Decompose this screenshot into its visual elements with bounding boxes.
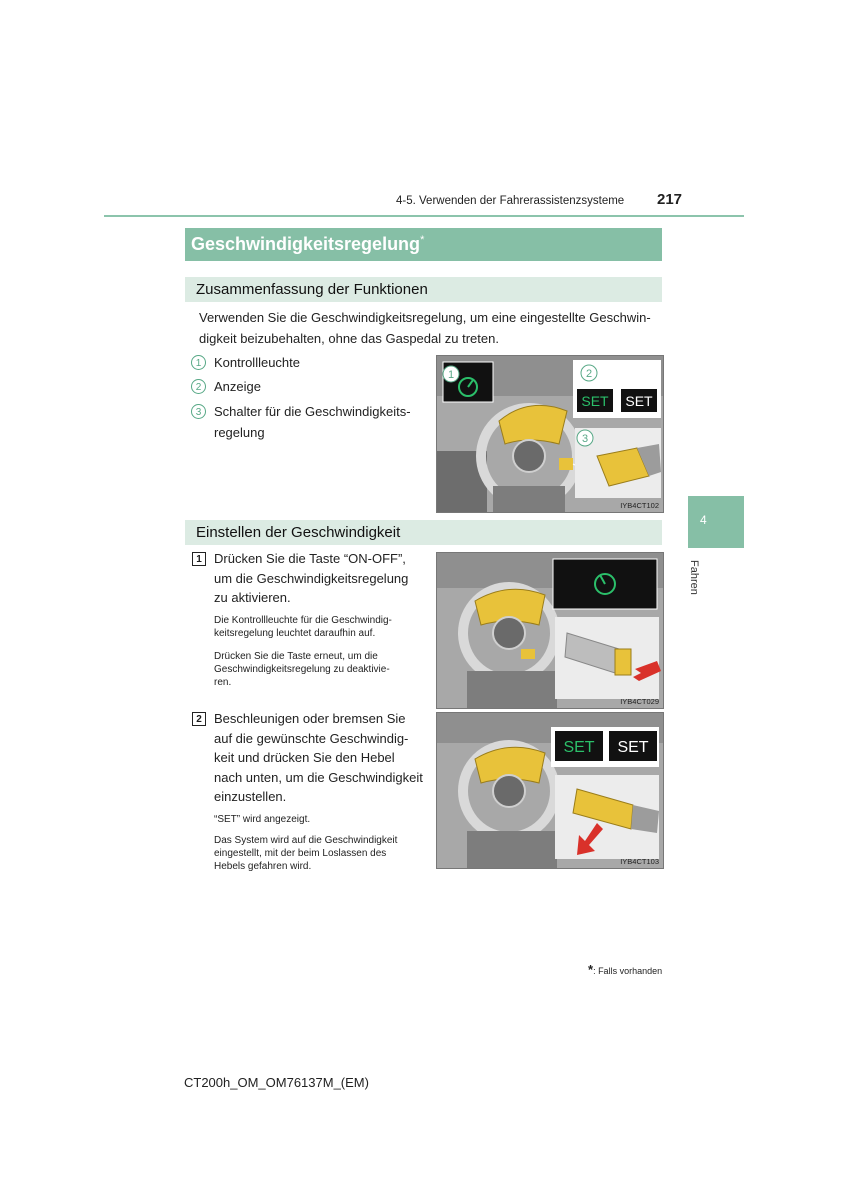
list-item-anzeige: Anzeige	[214, 379, 261, 394]
note-line: Geschwindigkeitsregelung zu deaktivie-	[214, 664, 390, 675]
set-indicator-white: SET	[625, 393, 653, 409]
footnote-text: : Falls vorhanden	[593, 966, 663, 976]
list-item-line: regelung	[214, 425, 265, 440]
subsection-title-setting: Einstellen der Geschwindigkeit	[196, 524, 401, 541]
note-line: Drücken Sie die Taste erneut, um die	[214, 651, 378, 662]
step-2-line: einzustellen.	[214, 789, 287, 804]
section-title-text: Geschwindigkeitsregelung	[191, 234, 421, 254]
summary-paragraph-line: Verwenden Sie die Geschwindigkeitsregelung, um eine eingestellte Geschwin-	[199, 310, 651, 325]
figure-activate	[436, 552, 664, 709]
figure-code: IYB4CT029	[620, 697, 659, 706]
step-2-note-2	[214, 834, 424, 873]
set-indicator-green: SET	[563, 739, 595, 756]
summary-paragraph	[199, 307, 661, 349]
note-line: ren.	[214, 677, 232, 688]
step-2-note-1	[214, 813, 424, 826]
header-section-title: 4-5. Verwenden der Fahrerassistenzsysteme	[396, 195, 625, 207]
note-line: “SET” wird angezeigt.	[214, 814, 311, 825]
list-number-2: 2	[191, 379, 206, 394]
section-title	[191, 234, 424, 255]
step-1-text	[214, 549, 424, 608]
step-1-line: Drücken Sie die Taste “ON-OFF”,	[214, 551, 406, 566]
figure-activate-illustration	[437, 553, 663, 708]
figure-overview-illustration	[437, 356, 663, 512]
step-number-1: 1	[192, 552, 206, 566]
figure-callout-1: 1	[447, 369, 455, 381]
subsection-title-summary: Zusammenfassung der Funktionen	[196, 281, 428, 298]
step-1-note-1	[214, 614, 424, 640]
footer-document-code: CT200h_OM_OM76137M_(EM)	[184, 1075, 369, 1090]
figure-set-speed-illustration	[437, 713, 663, 868]
chapter-tab	[688, 496, 744, 548]
figure-callout-3: 3	[581, 433, 589, 445]
figure-code: IYB4CT102	[620, 501, 659, 510]
step-2-line: nach unten, um die Geschwindigkeit	[214, 769, 423, 785]
set-indicator-white: SET	[617, 739, 649, 756]
step-1-note-2	[214, 650, 424, 689]
summary-paragraph-line: digkeit beizubehalten, ohne das Gaspedal zu treten.	[199, 331, 499, 346]
step-1-line: zu aktivieren.	[214, 590, 291, 605]
list-number-3: 3	[191, 404, 206, 419]
note-line: Hebels gefahren wird.	[214, 861, 312, 872]
note-line: Das System wird auf die Geschwindigkeit	[214, 835, 398, 846]
step-1-line: um die Geschwindigkeitsregelung	[214, 570, 409, 586]
section-title-asterisk: *	[420, 234, 425, 246]
figure-code: IYB4CT103	[620, 857, 659, 866]
list-item-schalter	[214, 401, 423, 443]
list-item-kontrollleuchte: Kontrollleuchte	[214, 355, 300, 370]
footnote	[588, 962, 662, 977]
note-line: eingestellt, mit der beim Loslassen des	[214, 848, 387, 859]
note-line: Die Kontrollleuchte für die Geschwindig-	[214, 615, 392, 626]
figure-overview	[436, 355, 664, 513]
figure-set-speed	[436, 712, 664, 869]
note-line: keitsregelung leuchtet daraufhin auf.	[214, 628, 376, 639]
header-divider	[104, 215, 744, 217]
chapter-label: Fahren	[688, 560, 700, 595]
footnote-asterisk: *	[588, 962, 594, 977]
chapter-number: 4	[700, 513, 707, 527]
step-2-line: auf die gewünschte Geschwindig-	[214, 730, 409, 746]
set-indicator-green: SET	[581, 393, 609, 409]
list-number-1: 1	[191, 355, 206, 370]
step-2-text	[214, 709, 424, 807]
step-2-line: Beschleunigen oder bremsen Sie	[214, 711, 406, 726]
step-2-line: keit und drücken Sie den Hebel	[214, 750, 395, 765]
list-item-line: Schalter für die Geschwindigkeits-	[214, 404, 411, 419]
page-number: 217	[657, 191, 683, 208]
step-number-2: 2	[192, 712, 206, 726]
figure-callout-2: 2	[585, 368, 593, 380]
